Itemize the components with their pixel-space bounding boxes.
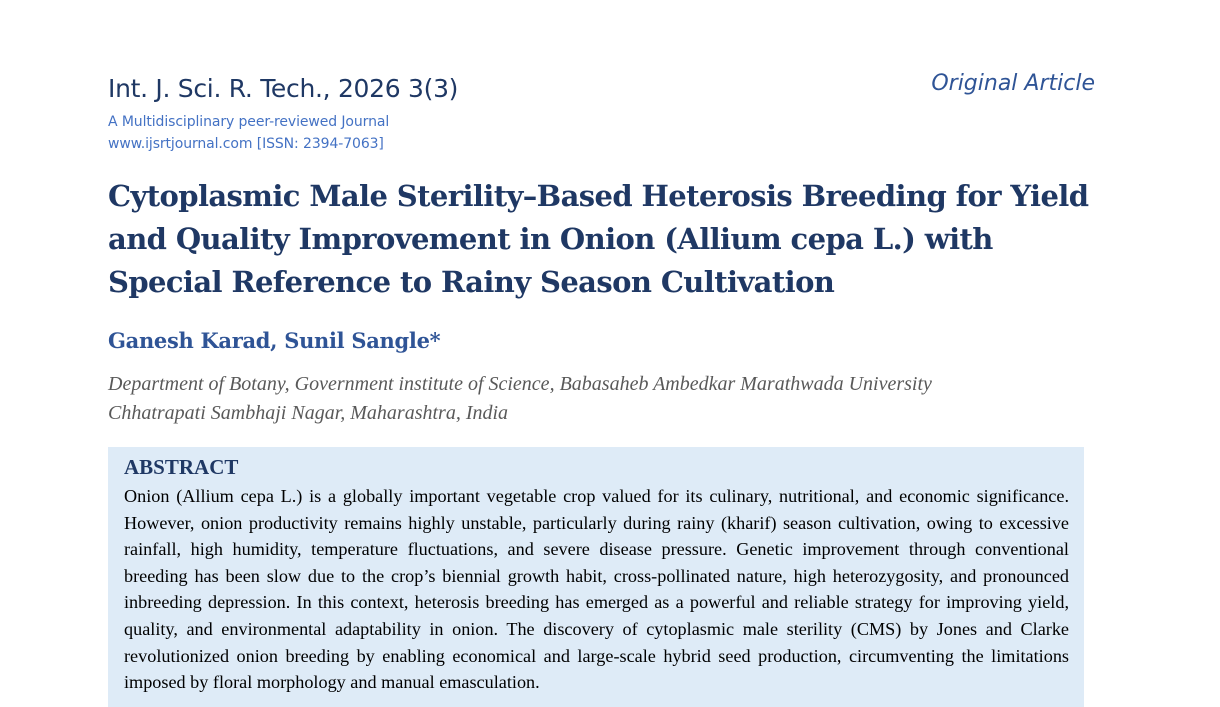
abstract-body: Onion (Allium cepa L.) is a globally important vegetable crop valued for its culinary, nutritional, and economic significance. However, onion productivity remains highly unstable, particularly during rainy (kharif) season cultivation, owing to excessive rainfall, high humidity, temperature fluctuations, and severe disease pressure. Genetic improvement through conventional breeding has been slow due to the crop’s biennial growth habit, cross-pollinated nature, high heterozygosity, and pronounced inbreeding depression. In this context, heterosis breeding has emerged as a powerful and reliable strategy for improving yield, quality, and environmental adaptability in onion. The discovery of cytoplasmic male sterility (CMS) by Jones and Clarke revolutionized onion breeding by enabling economical and large-scale hybrid seed production, circumventing the limitations imposed by floral morphology and manual emasculation. <box>124 486 1069 693</box>
article-type-label: Original Article <box>931 71 1095 96</box>
abstract-heading: ABSTRACT <box>124 455 239 479</box>
author-affiliation <box>108 370 1088 428</box>
affiliation-line-1: Department of Botany, Government institute of Science, Babasaheb Ambedkar Marathwada University <box>108 373 932 395</box>
journal-title: Int. J. Sci. R. Tech., 2026 3(3) <box>108 74 459 103</box>
journal-subtitle: A Multidisciplinary peer-reviewed Journal <box>108 114 390 130</box>
abstract-section <box>108 447 1084 707</box>
paper-authors: Ganesh Karad, Sunil Sangle* <box>108 328 441 353</box>
paper-title: Cytoplasmic Male Sterility–Based Heterosis Breeding for Yield and Quality Improvement in Onion (Allium cepa L.) with Special Reference to Rainy Season Cultivation <box>108 179 1089 299</box>
affiliation-line-2: Chhatrapati Sambhaji Nagar, Maharashtra, India <box>108 402 509 424</box>
journal-website: www.ijsrtjournal.com [ISSN: 2394-7063] <box>108 136 384 152</box>
